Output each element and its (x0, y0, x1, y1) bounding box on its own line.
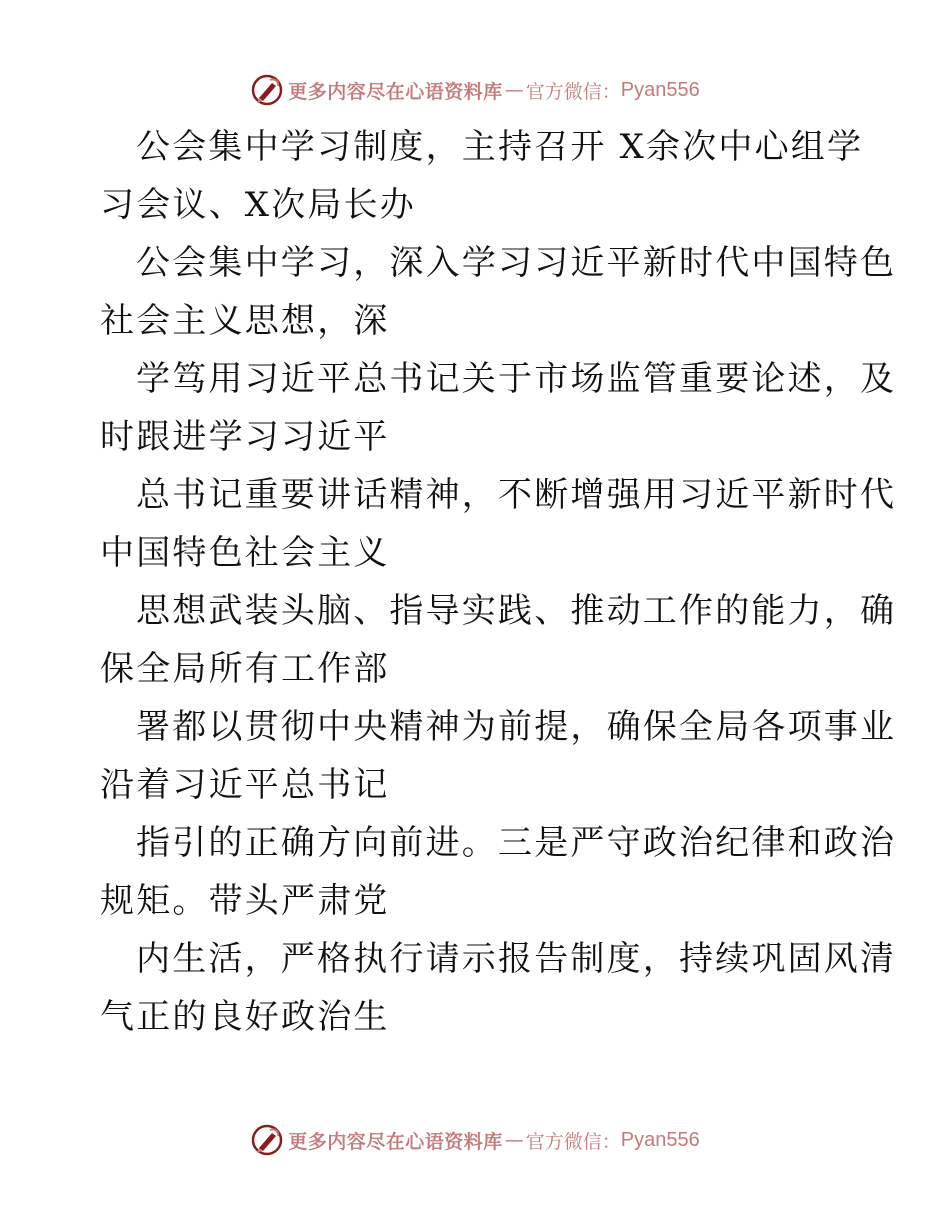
pen-logo-icon (250, 73, 284, 107)
paragraph-line: 习会议、X次局长办 (100, 185, 417, 225)
document-body (0, 118, 950, 1046)
paragraph-line: 保全局所有工作部 (100, 649, 390, 689)
paragraph (0, 698, 950, 814)
paragraph-line: 学笃用习近平总书记关于市场监管重要论述，及 (136, 359, 897, 399)
banner-brand-text: 更多内容尽在心语资料库 (288, 1130, 503, 1153)
header-banner (0, 70, 950, 110)
banner-wechat-label: 官方微信： (525, 1130, 621, 1153)
paragraph (0, 350, 950, 466)
paragraph-line: 沿着习近平总书记 (100, 765, 390, 805)
paragraph (0, 814, 950, 930)
banner-dash: — (504, 1129, 524, 1151)
banner-wechat-handle: Pyan556 (620, 78, 700, 101)
paragraph-line: 时跟进学习习近平 (100, 417, 390, 457)
banner-brand-text: 更多内容尽在心语资料库 (288, 80, 503, 103)
paragraph-line: 公会集中学习，深入学习习近平新时代中国特色 (136, 243, 897, 283)
paragraph-line: 内生活，严格执行请示报告制度，持续巩固风清 (136, 939, 897, 979)
paragraph-line: 中国特色社会主义 (100, 533, 390, 573)
paragraph (0, 930, 950, 1046)
pen-logo-icon (250, 1123, 284, 1157)
paragraph-line: 气正的良好政治生 (100, 997, 390, 1037)
footer-banner (0, 1120, 950, 1160)
paragraph-line: 思想武装头脑、指导实践、推动工作的能力，确 (136, 591, 897, 631)
paragraph-line: 公会集中学习制度，主持召开 X余次中心组学 (136, 127, 864, 167)
banner-dash: — (504, 79, 524, 101)
paragraph-line: 规矩。带头严肃党 (100, 881, 390, 921)
paragraph (0, 582, 950, 698)
paragraph-line: 总书记重要讲话精神，不断增强用习近平新时代 (136, 475, 897, 515)
paragraph-line: 社会主义思想，深 (100, 301, 390, 341)
paragraph-line: 署都以贯彻中央精神为前提，确保全局各项事业 (136, 707, 897, 747)
banner-wechat-label: 官方微信： (525, 80, 621, 103)
paragraph (0, 466, 950, 582)
paragraph (0, 234, 950, 350)
banner-wechat-handle: Pyan556 (620, 1128, 700, 1151)
paragraph (0, 118, 950, 234)
paragraph-line: 指引的正确方向前进。三是严守政治纪律和政治 (136, 823, 897, 863)
